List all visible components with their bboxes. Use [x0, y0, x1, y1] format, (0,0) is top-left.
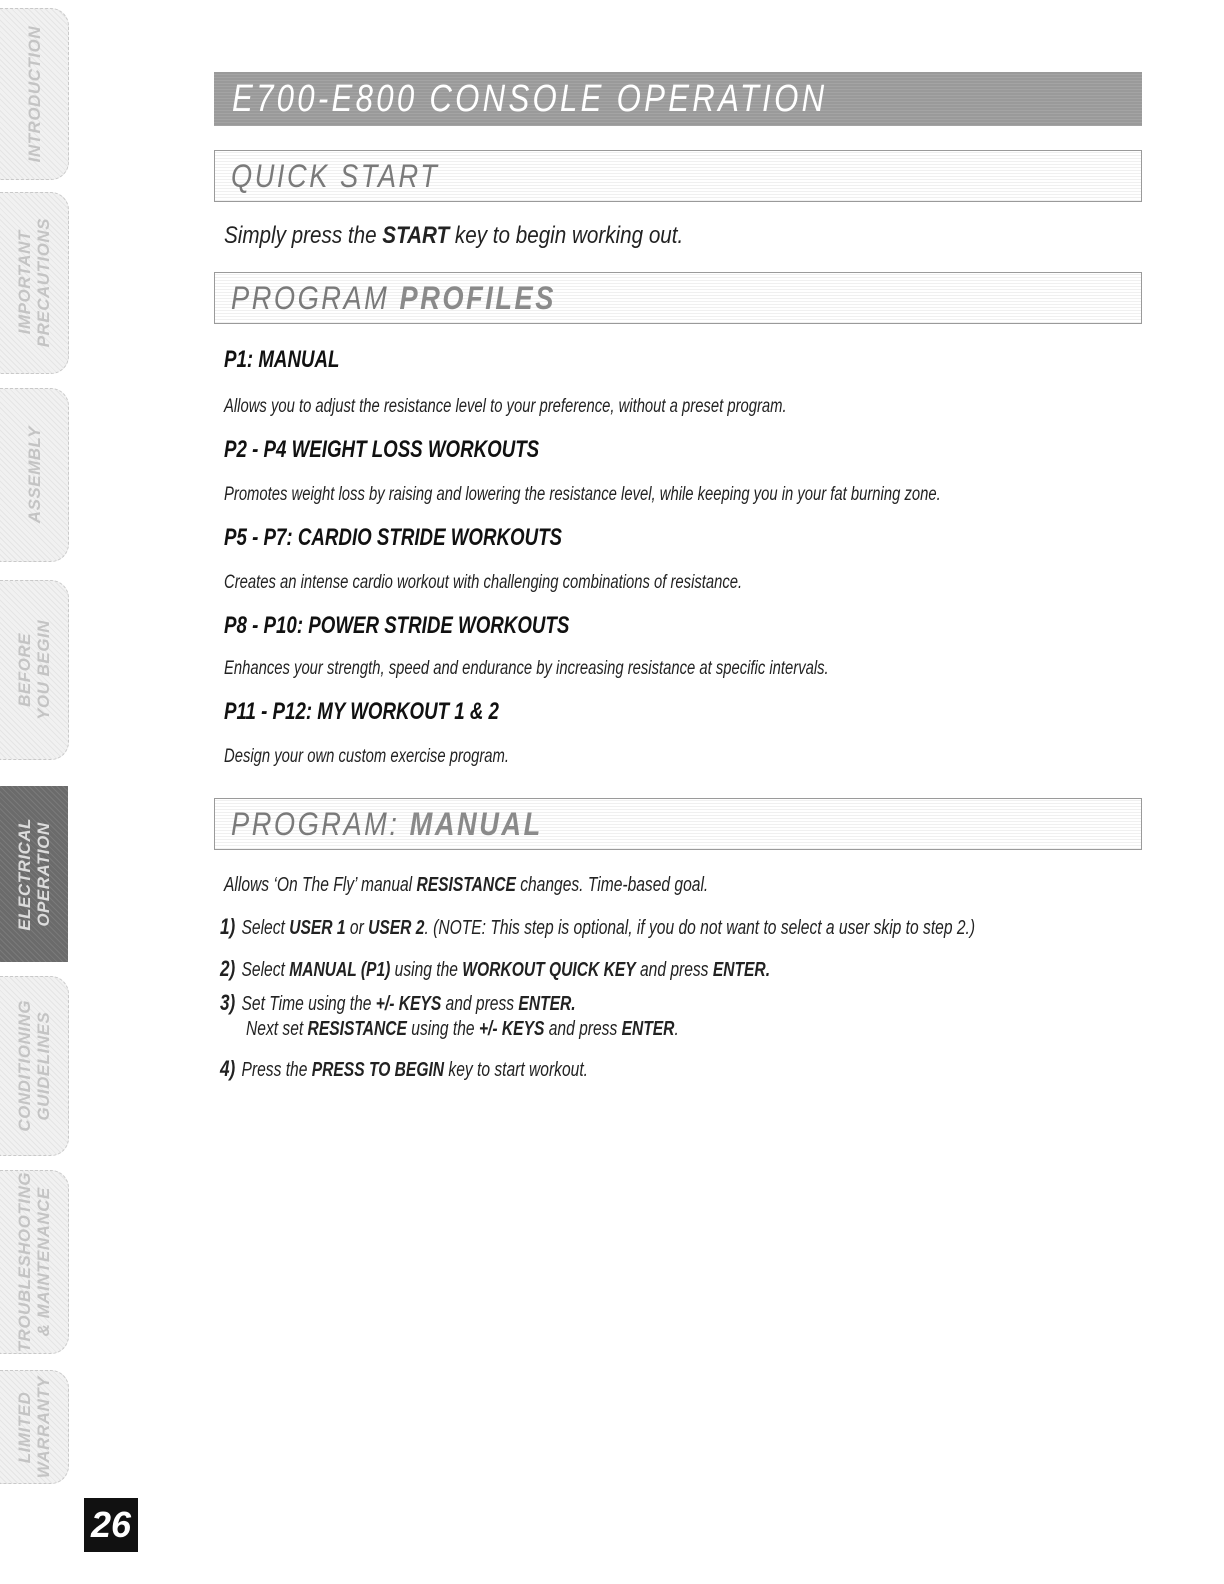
- program-manual-heading: [231, 806, 543, 843]
- tab-electrical-operation[interactable]: [0, 786, 68, 962]
- step-keyword: ENTER.: [712, 959, 771, 981]
- heading-strong: PROFILES: [399, 279, 556, 316]
- step-run: . (NOTE: This step is optional, if you do not want to select a user skip to step 2.): [424, 917, 976, 939]
- intro-a: Allows ‘On The Fly’ manual: [224, 874, 417, 896]
- step-text: [220, 990, 576, 1016]
- step-run: and press: [544, 1018, 622, 1040]
- step-keyword: PRESS TO BEGIN: [311, 1059, 445, 1081]
- step-keyword: USER 1: [289, 917, 346, 939]
- tab-label: INTRODUCTION: [24, 25, 44, 163]
- section-tabs: [0, 0, 70, 1584]
- quick-start-text-b: key to begin working out.: [449, 222, 684, 249]
- step-number: 4): [220, 1056, 236, 1081]
- tab-assembly[interactable]: [0, 388, 69, 562]
- tab-label: TROUBLESHOOTING & MAINTENANCE: [15, 1171, 53, 1353]
- step-2: [220, 956, 925, 982]
- profile-title: P2 - P4 WEIGHT LOSS WORKOUTS: [224, 436, 540, 463]
- step-keyword: RESISTANCE: [307, 1018, 407, 1040]
- quick-start-text: [224, 222, 758, 250]
- tab-conditioning-guidelines[interactable]: [0, 976, 69, 1156]
- title-banner: [214, 72, 1142, 126]
- profile-title: P1: MANUAL: [224, 346, 340, 373]
- step-run: using the: [406, 1018, 479, 1040]
- profile-desc: Design your own custom exercise program.: [224, 746, 509, 767]
- tab-label: CONDITIONING GUIDELINES: [15, 1000, 53, 1132]
- profile-desc: Allows you to adjust the resistance level to your preference, without a preset program.: [224, 396, 787, 417]
- heading-strong: MANUAL: [409, 805, 543, 842]
- step-run: .: [674, 1018, 679, 1040]
- tab-troubleshooting-maintenance[interactable]: [0, 1170, 69, 1354]
- step-run: or: [345, 917, 369, 939]
- tab-limited-warranty[interactable]: [0, 1370, 69, 1484]
- program-profiles-heading: [231, 280, 556, 317]
- heading-light: PROGRAM:: [231, 805, 410, 842]
- step-keyword: USER 2: [368, 917, 425, 939]
- step-run: Select: [241, 917, 290, 939]
- profile-title: P5 - P7: CARDIO STRIDE WORKOUTS: [224, 524, 563, 551]
- step-4: [220, 1056, 692, 1082]
- tab-label: IMPORTANT PRECAUTIONS: [15, 218, 53, 348]
- page-title: E700-E800 CONSOLE OPERATION: [232, 77, 828, 120]
- step-run: Set Time using the: [241, 993, 376, 1015]
- step-run: and press: [635, 959, 713, 981]
- step-text: [220, 914, 975, 940]
- program-manual-header: [214, 798, 1142, 850]
- step-run: using the: [390, 959, 463, 981]
- tab-label: ELECTRICAL OPERATION: [15, 817, 53, 931]
- tab-before-you-begin[interactable]: [0, 580, 69, 760]
- intro-key: RESISTANCE: [416, 874, 516, 896]
- profile-desc: Creates an intense cardio workout with challenging combinations of resistance.: [224, 572, 743, 593]
- step-keyword: WORKOUT QUICK KEY: [462, 959, 636, 981]
- step-run: and press: [441, 993, 519, 1015]
- tab-important-precautions[interactable]: [0, 192, 69, 374]
- quick-start-header: [214, 150, 1142, 202]
- step-3: [220, 990, 676, 1016]
- step-number: 3): [220, 990, 236, 1015]
- step-text: [246, 1018, 679, 1041]
- step-run: Next set: [246, 1018, 308, 1040]
- step-1: [220, 914, 1188, 940]
- step-keyword: +/- KEYS: [375, 993, 442, 1015]
- tab-label: ASSEMBLY: [24, 426, 44, 524]
- profile-desc: Enhances your strength, speed and endurance by increasing resistance at specific intervals.: [224, 658, 829, 679]
- heading-light: PROGRAM: [231, 279, 400, 316]
- step-text: [220, 956, 770, 982]
- step-keyword: ENTER: [621, 1018, 675, 1040]
- page-number: 26: [84, 1498, 138, 1552]
- step-keyword: +/- KEYS: [478, 1018, 545, 1040]
- step-number: 2): [220, 956, 236, 981]
- start-key-label: START: [382, 222, 450, 249]
- profile-desc: Promotes weight loss by raising and lowering the resistance level, while keeping you in your fat burning zone.: [224, 484, 941, 505]
- tab-label: LIMITED WARRANTY: [15, 1375, 53, 1479]
- step-keyword: MANUAL (P1): [289, 959, 391, 981]
- step-run: Select: [241, 959, 290, 981]
- program-profiles-header: [214, 272, 1142, 324]
- step-keyword: ENTER.: [518, 993, 576, 1015]
- manual-intro: [224, 874, 845, 897]
- quick-start-text-a: Simply press the: [224, 222, 383, 249]
- step-3-continued: [246, 1018, 801, 1041]
- tab-label: BEFORE YOU BEGIN: [15, 620, 53, 720]
- profile-title: P11 - P12: MY WORKOUT 1 & 2: [224, 698, 499, 725]
- quick-start-heading: QUICK START: [231, 157, 440, 194]
- tab-introduction[interactable]: [0, 8, 69, 180]
- profile-title: P8 - P10: POWER STRIDE WORKOUTS: [224, 612, 570, 639]
- intro-b: changes. Time-based goal.: [515, 874, 709, 896]
- step-text: [220, 1056, 588, 1082]
- step-number: 1): [220, 914, 236, 939]
- step-run: Press the: [241, 1059, 312, 1081]
- step-run: key to start workout.: [444, 1059, 589, 1081]
